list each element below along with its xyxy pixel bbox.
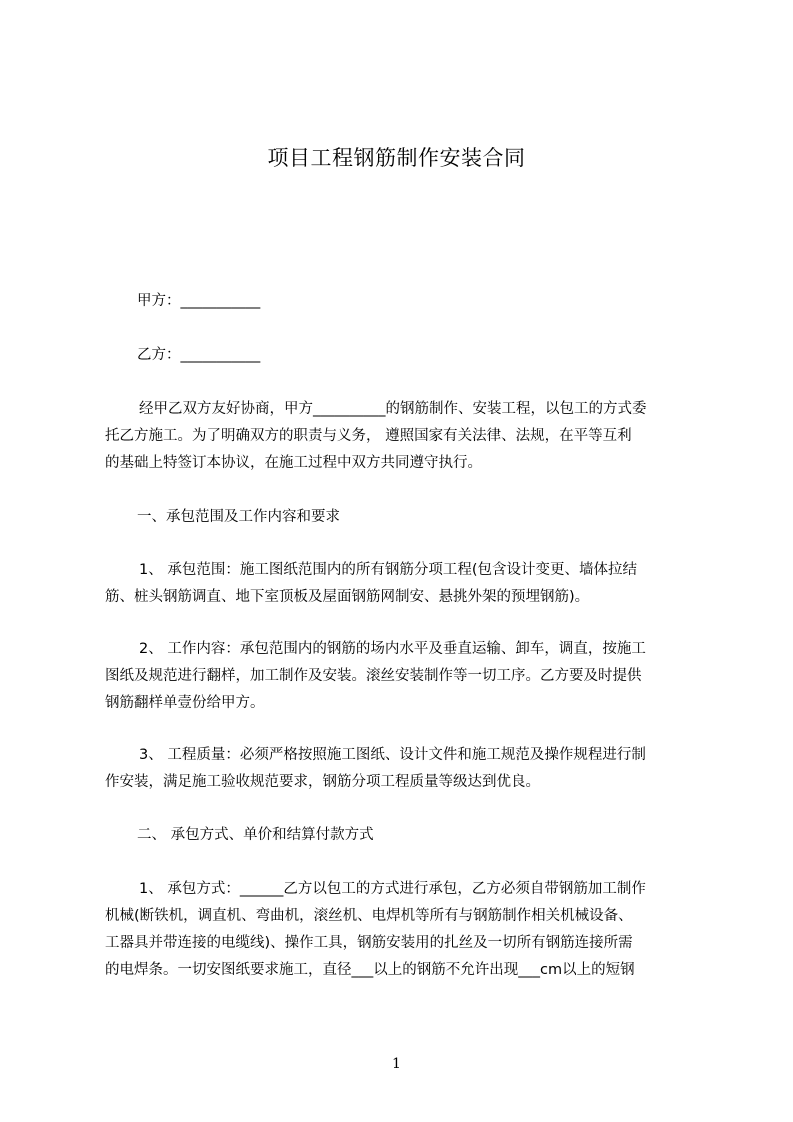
paragraph-line: 机械(断铁机，调直机、弯曲机，滚丝机、电焊机等所有与钢筋制作相关机械设备、: [105, 908, 633, 924]
document-title: 项目工程钢筋制作安装合同: [267, 146, 526, 170]
paragraph-line: 的基础上特签订本协议，在施工过程中双方共同遵守执行。: [105, 455, 482, 471]
party-b-line: 乙方：___________: [137, 347, 261, 363]
paragraph-line: 托乙方施工。为了明确双方的职责与义务， 遵照国家有关法律、法规，在平等互利: [105, 428, 632, 444]
paragraph-line: 的电焊条。一切安图纸要求施工，直径___以上的钢筋不允许出现___cm以上的短钢: [105, 962, 635, 978]
paragraph-line: 筋、桩头钢筋调直、地下室顶板及屋面钢筋网制安、悬挑外架的预埋钢筋)。: [105, 589, 590, 605]
party-a-line: 甲方：___________: [137, 293, 261, 309]
page-number: 1: [392, 1056, 401, 1072]
paragraph-line: 作安装，满足施工验收规范要求，钢筋分项工程质量等级达到优良。: [105, 774, 540, 790]
paragraph-line: 2、 工作内容：承包范围内的钢筋的场内水平及垂直运输、卸车，调直，按施工: [139, 641, 646, 657]
section-heading: 二、 承包方式、单价和结算付款方式: [137, 827, 374, 843]
paragraph-line: 钢筋翻样单壹份给甲方。: [105, 695, 265, 711]
paragraph-line: 1、 承包范围：施工图纸范围内的所有钢筋分项工程(包含设计变更、墙体拉结: [139, 562, 637, 578]
paragraph-line: 工器具并带连接的电缆线)、操作工具，钢筋安装用的扎丝及一切所有钢筋连接所需: [105, 935, 633, 951]
paragraph-line: 图纸及规范进行翻样，加工制作及安装。滚丝安装制作等一切工序。乙方要及时提供: [105, 668, 642, 684]
paragraph-line: 1、 承包方式：______乙方以包工的方式进行承包，乙方必须自带钢筋加工制作: [139, 881, 646, 897]
paragraph-line: 经甲乙双方友好协商，甲方__________的钢筋制作、安装工程，以包工的方式委: [139, 401, 647, 417]
paragraph-line: 3、 工程质量：必须严格按照施工图纸、设计文件和施工规范及操作规程进行制: [139, 747, 646, 763]
section-heading: 一、承包范围及工作内容和要求: [137, 509, 340, 525]
